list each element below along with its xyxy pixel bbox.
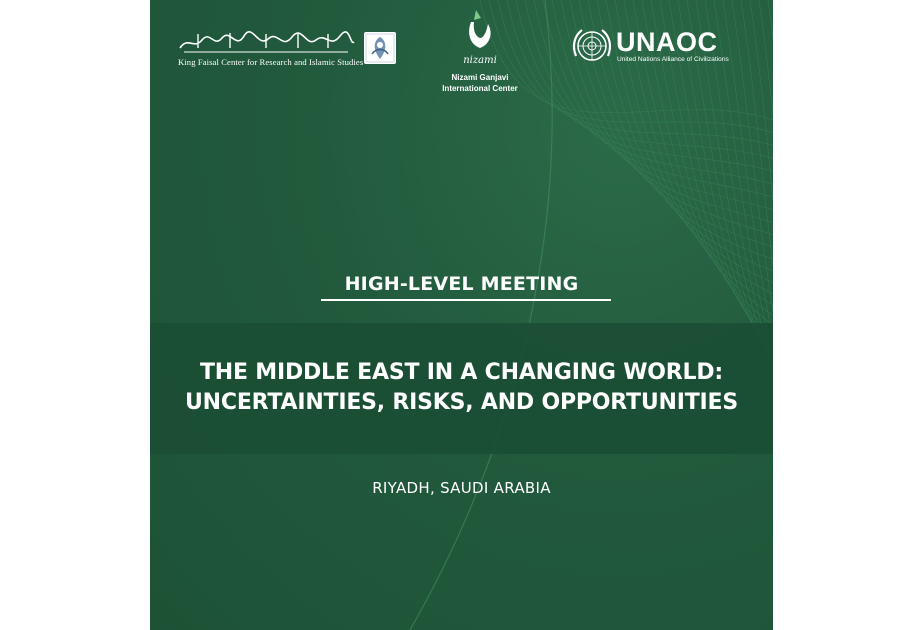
unaoc-wordmark: UNAOC	[616, 27, 718, 57]
kfcris-logo	[178, 30, 400, 70]
decorative-curve	[750, 0, 773, 540]
kfcris-arabic-calligraphy	[178, 30, 356, 54]
nizami-logo	[433, 8, 527, 94]
event-title-line1: THE MIDDLE EAST IN A CHANGING WORLD:	[199, 360, 724, 385]
nizami-center-name	[433, 72, 527, 94]
meeting-type-label: HIGH-LEVEL MEETING	[344, 273, 579, 295]
un-emblem-icon	[570, 26, 614, 66]
event-location: RIYADH, SAUDI ARABIA	[372, 479, 551, 497]
unaoc-subtitle: United Nations Alliance of Civilizations	[617, 56, 729, 63]
nizami-emblem-icon	[461, 8, 499, 66]
unaoc-logo	[570, 26, 746, 66]
nizami-name-line1: Nizami Ganjavi	[451, 73, 509, 82]
kfcris-english-name: King Faisal Center for Research and Islamic Studies	[178, 57, 364, 67]
event-title	[150, 358, 773, 418]
event-poster	[150, 0, 773, 630]
kfcris-emblem-icon	[364, 32, 396, 64]
event-title-line2: UNCERTAINTIES, RISKS, AND OPPORTUNITIES	[185, 390, 738, 415]
nizami-wordmark: nizami	[463, 55, 497, 66]
nizami-name-line2: International Center	[442, 84, 518, 93]
decorative-curves	[150, 0, 773, 630]
subtitle-underline	[321, 299, 611, 301]
